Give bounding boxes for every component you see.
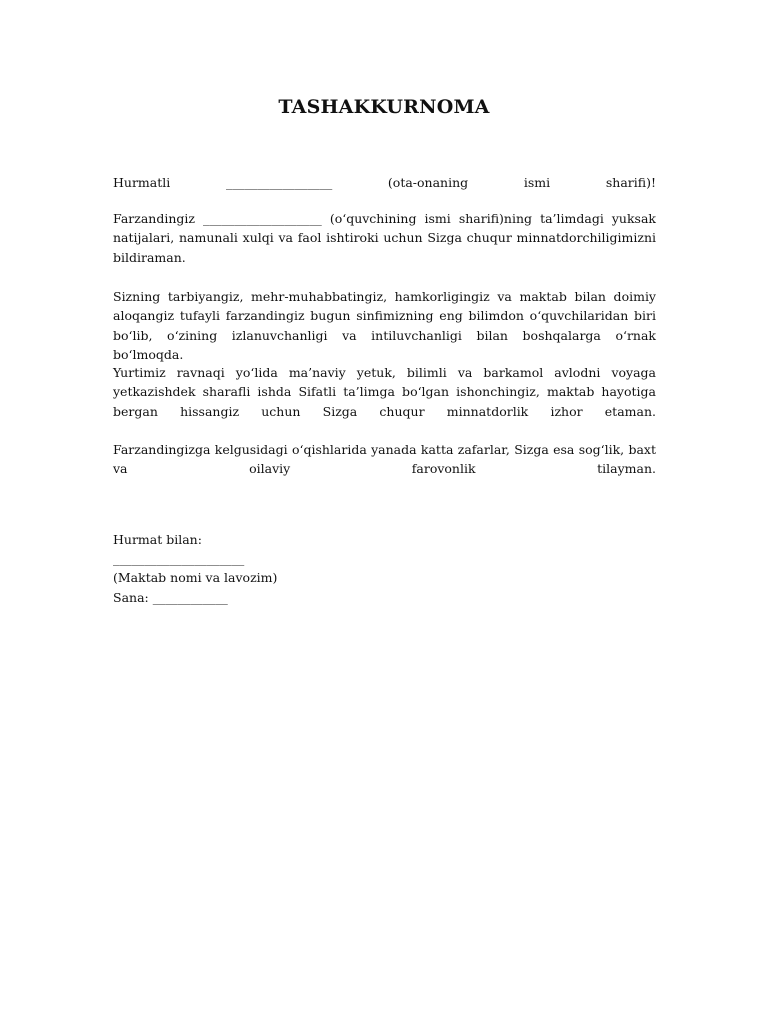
upbringing-paragraph <box>113 287 656 365</box>
paragraph-thanks: Farzandingiz ___________________ (o‘quvchining ismi sharifi)ning ta’limdagi yuksak natijalari, namunali xulqi va faol ishtiroki uchun Sizga chuqur minnatdorchiligimizni bildiraman. <box>113 211 656 265</box>
signature-line: _____________________ <box>113 551 245 566</box>
paragraph-wishes: Farzandingizga kelgusidagi o‘qishlarida yanada katta zafarlar, Sizga esa sog‘lik, baxt va oilaviy farovonlik tilayman. <box>113 442 656 477</box>
trust-paragraph <box>113 363 656 421</box>
signature-role: (Maktab nomi va lavozim) <box>113 570 278 585</box>
paragraph-greeting: Hurmatli _________________ (ota-onaning ismi sharifi)! <box>113 175 656 190</box>
document-title: TASHAKKURNOMA <box>278 96 490 118</box>
paragraph-upbringing: Sizning tarbiyangiz, mehr-muhabbatingiz, hamkorligingiz va maktab bilan doimiy aloqangiz tufayli farzandingiz bugun sinfimizning eng bilimdon o‘quvchilaridan biri bo‘lib, o‘zining izlanuvchanligi va intiluvchanligi bilan boshqalarga o‘rnak bo‘lmoqda. <box>113 289 656 363</box>
thanks-paragraph <box>113 209 656 267</box>
signature-closing: Hurmat bilan: <box>113 532 202 547</box>
wishes-paragraph <box>113 440 656 479</box>
signature-date: Sana: ____________ <box>113 590 228 605</box>
paragraph-trust: Yurtimiz ravnaqi yo‘lida ma’naviy yetuk, bilimli va barkamol avlodni voyaga yetkazishdek sharafli ishda Sifatli ta’limga bo‘lgan ishonchingiz, maktab hayotiga bergan hissangiz uchun Sizga chuqur minnatdorlik izhor etaman. <box>113 365 656 419</box>
greeting-paragraph <box>113 173 656 192</box>
